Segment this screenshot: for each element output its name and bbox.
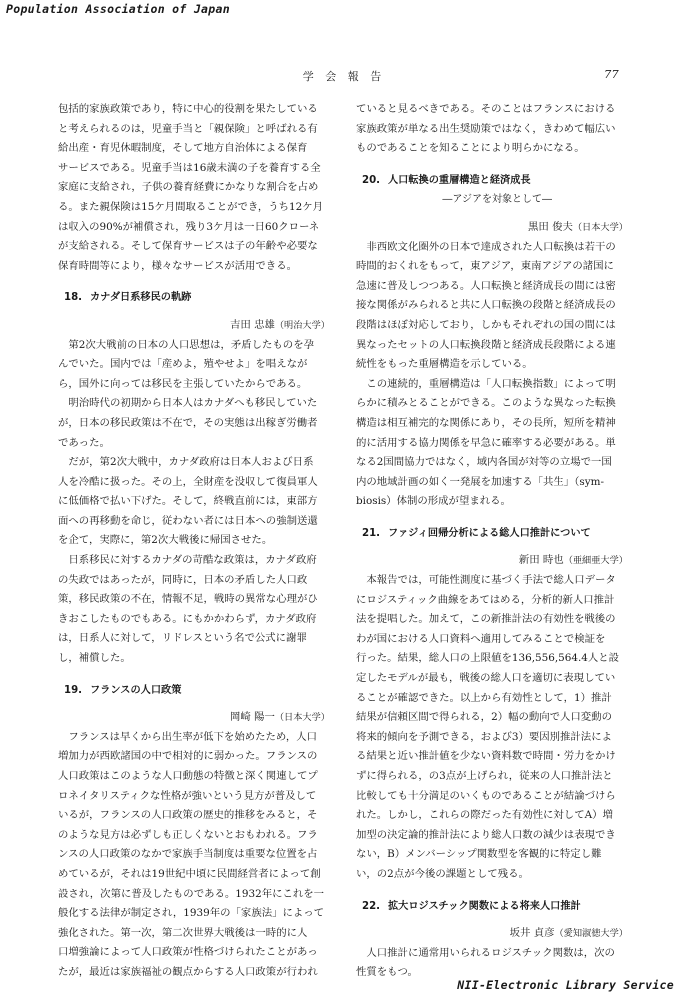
section-body-21 [356,571,632,885]
text-line: 明治時代の初期から日本人はカナダへも移民していた [58,397,318,410]
text-line: ずに得られる，の3点が上げられ，従来の人口推計法と [356,770,613,782]
text-line: ものであることを知ることにより明らかになる。 [356,142,585,155]
author-affiliation: （愛知淑徳大学） [554,928,628,940]
text-line: 般化する法律が制定され，1939年の「家族法」によって [58,907,325,920]
text-line: 行った。結果，総人口の上限値を136,556,564.4人と設 [356,652,620,665]
text-line: きおこしたものでもある。にもかかわらず，カナダ政府 [58,612,317,625]
author-name: 新田 時也 [518,554,564,567]
text-line: 家庭に支給され，子供の養育経費にかなりな割合を占め [58,181,319,194]
section-number: 20. [362,174,381,186]
section-title: 人口転換の重層構造と経済成長 [388,174,531,186]
text-line: を企て，実際に，第2次大戦後に帰国させた。 [58,534,273,547]
text-line: のような見方は必ずしも正しくないとおもわれる。フラ [58,828,318,841]
text-line: いるが，フランスの人口政策の歴史的推移をみると，そ [58,809,318,822]
section-body-20 [356,238,632,512]
author-name: 岡崎 陽一 [230,711,275,724]
text-line: 保育時間等により，様々なサービスが活用できる。 [58,259,297,272]
section-number: 22. [362,900,381,912]
text-line: 増加力が西欧諸国の中で相対的に弱かった。フランスの [58,750,318,763]
text-line: らかに積みとることができる。このような異なった転換 [356,397,616,410]
text-line: 非西欧文化圏外の日本で達成された人口転換は若干の [356,240,616,253]
author-name: 黒田 俊夫 [528,220,573,233]
text-line: れた。しかし，これらの際だった有効性に対してA）増 [356,809,613,822]
section-heading-19 [58,681,334,701]
author-affiliation: （日本大学） [572,221,628,233]
text-line: の失政ではあったが，同時に，日本の矛盾した人口政 [58,573,308,586]
left-column [58,100,334,983]
text-line: 的に活用する協力関係を早急に確率する必要がある。単 [356,436,616,449]
author-affiliation: （日本大学） [274,712,330,724]
text-line: は，日系人に対して，リドレスという名で公式に謝罪 [58,632,307,645]
text-line: 法を提唱した。加えて，この新推計法の有効性を戦後の [356,613,616,626]
intro-text-left [58,100,334,276]
intro-text-right [356,100,632,159]
section-number: 19. [64,684,83,696]
text-line: 本報告では，可能性測度に基づく手法で総人口データ [356,574,616,587]
text-line: 比較しても十分満足のいくものであることが結論づけら [356,789,616,802]
section-number: 21. [362,527,381,539]
text-line: ロネイタリスティクな性格が強いという見方が普及して [58,789,317,802]
text-line: 加型の決定論的推計法により総人口数の減少は表現でき [356,828,616,841]
text-line: 急速に普及しつつある。人口転換と経済成長の間には密 [356,279,616,292]
section-body-18 [58,336,334,669]
author-affiliation: （亜細亜大学） [563,555,628,567]
text-line: 強化された。第一次，第二次世界大戦後は一時的に人 [58,926,308,939]
text-line: 続性をもった重層構造を示している。 [356,358,533,371]
page-number: 77 [604,67,619,81]
right-column [356,100,632,983]
section-title: ファジィ回帰分析による総人口推計について [388,527,591,539]
text-line: ンスの人口政策のなかで家族手当制度は重要な位置を占 [58,848,318,861]
text-line: 第2次大戦前の日本の人口思想は，矛盾したものを孕 [58,338,314,351]
source-banner: Population Association of Japan [6,2,230,16]
section-title: フランスの人口政策 [90,684,182,696]
text-line: 家族政策が単なる出生奨励策ではなく，きわめて幅広い [356,122,616,135]
text-line: ない，B）メンバーシップ関数型を客観的に特定し難 [356,848,602,861]
section-subtitle: ―アジアを対象として― [442,194,552,206]
text-line: 異なったセットの人口転換段階と経済成長段階による連 [356,338,616,351]
text-line: 時間的おくれをもって，東アジア，東南アジアの諸国に [356,260,614,273]
section-number: 18. [64,292,83,304]
text-line: る結果と近い推計値を少ない資料数で時間・労力をかけ [356,750,616,763]
text-line: biosis）体制の形成が望まれる。 [356,495,511,508]
section-title: 拡大ロジスチック関数による将来人口推計 [388,900,581,912]
author-line [356,218,632,238]
text-line: サービスである。児童手当は16歳未満の子を養育する全 [58,161,321,174]
section-body-19 [58,728,334,983]
author-affiliation: （明治大学） [274,319,330,331]
text-line: ることが確認できた。以上から有効性として，1）推計 [356,691,612,704]
text-line: 定したモデルが最も，戦後の総人口を適切に表現してい [356,672,616,685]
text-line: だが，第2次大戦中，カナダ政府は日本人および日系 [58,456,314,469]
author-name: 吉田 忠雄 [230,318,275,331]
footer-banner: NII-Electronic Library Service [457,978,674,992]
text-line: が，日本の移民政策は不在で，その実態は出稼ぎ労働者 [58,416,318,429]
author-name: 坂井 貞彦 [509,927,555,940]
running-head: 学 会 報 告 [302,70,386,83]
section-heading-20 [356,171,632,191]
text-line: 包括的家族政策であり，特に中心的役割を果たしている [58,103,318,115]
text-line: し，補償した。 [58,652,131,665]
text-line: わが国における人口資料へ適用してみることで検証を [356,632,606,645]
text-line: フランスは早くから出生率が低下を始めたため，人口 [58,730,318,743]
text-line: 策，移民政策の不在，情報不足，戦時の異常な心理がひ [58,593,318,606]
text-line: 人口推計に通常用いられるロジスチック関数は，次の [356,946,615,959]
text-line: 日系移民に対するカナダの苛酷な政策は，カナダ政府 [58,554,317,567]
text-line: 給出産・育児休暇制度，そして地方自治体による保育 [58,142,308,155]
author-line [356,551,632,571]
text-line: は収入の90%が補償され，残り3ケ月は一日60クローネ [58,220,320,233]
text-line: 結果が信頼区間で得られる，2）幅の動向で人口変動の [356,711,612,724]
text-line: であった。 [58,436,110,449]
text-line: 接な関係がみられると共に人口転換の段階と経済成長の [356,299,616,312]
text-line: る。また親保険は15ケ月間取ることができ，うち12ケ月 [58,200,324,213]
text-line: が支給される。そして保育サービスは子の年齢や必要な [58,240,318,253]
author-line [58,316,334,336]
text-line: んでいた。国内では「産めよ，殖やせよ」を唱えなが [58,358,308,371]
text-line: なる2国間協力ではなく，域内各国が対等の立場で一国 [356,456,612,469]
text-line: 設され，次第に普及したものである。1932年にこれを一 [58,887,325,900]
text-line: い，の2点が今後の課題として残る。 [356,867,529,880]
text-line: この連続的，重層構造は「人口転換指数」によって明 [356,377,616,390]
text-line: にロジスティック曲線をあてはめる，分析的新人口推計 [356,593,615,606]
text-line: 人口政策はこのような人口動態の特徴と深く関連してプ [58,770,318,782]
text-line: 内の地域計画の如く一発展を加速する「共生」（sym- [356,475,604,488]
text-line: に低価格で払い下げた。そして，終戦直前には，東部方 [58,495,318,508]
section-heading-18 [58,288,334,308]
text-line: 性質をもつ。 [356,966,418,979]
text-line: 口増強論によって人口政策が性格づけられたことがあっ [58,946,318,959]
author-line [356,924,632,944]
text-line: めているが，それは19世紀中頃に民間経営者によって創 [58,867,321,880]
text-line: と考えられるのは，児童手当と「親保険」と呼ばれる有 [58,122,318,135]
author-line [58,708,334,728]
text-line: 将来的傾向を予測できる，および3）要因別推計法によ [356,730,612,743]
section-heading-22 [356,897,632,917]
text-line: ていると見るべきである。そのことはフランスにおける [356,103,616,115]
text-line: 面への再移動を命じ，従わない者には日本への強制送還 [58,514,318,527]
text-line: ら，国外に向っては移民を主張していたからである。 [58,377,308,390]
section-heading-21 [356,524,632,544]
section-title: カナダ日系移民の軌跡 [90,292,192,304]
text-line: 人を冷酷に扱った。その上，全財産を没収して復員軍人 [58,475,318,488]
text-line: 段階はほぼ対応しており，しかもそれぞれの国の間には [356,318,616,331]
text-line: 構造は相互補完的な関係にあり，その長所，短所を精神 [356,416,616,429]
text-line: たが，最近は家族福祉の観点からする人口政策が行われ [58,965,318,978]
